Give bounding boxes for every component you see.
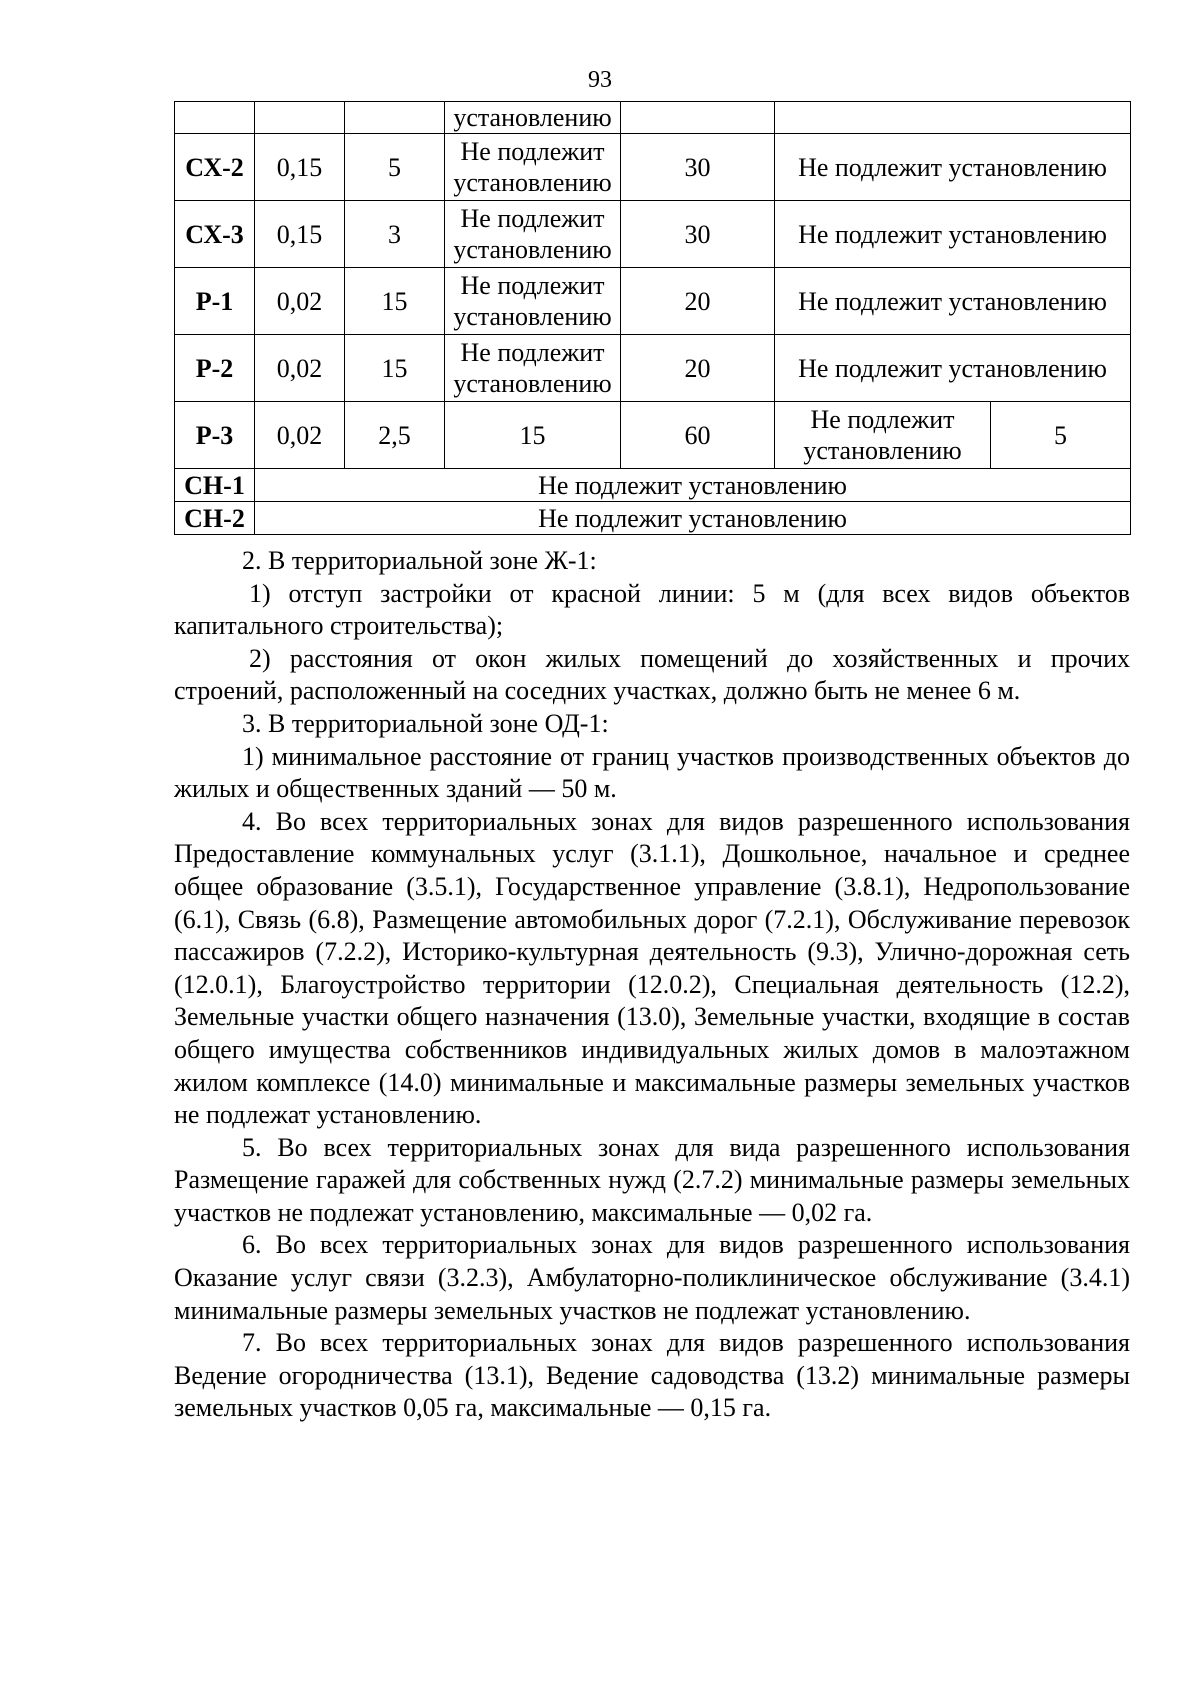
cell-line: установлению [453,168,612,197]
table-cell: 5 [345,134,445,201]
table-cell: Не подлежит установлению [775,335,1131,402]
table-row [175,201,1131,268]
paragraph: 1) минимальное расстояние от границ участков производственных объектов до жилых и общественных зданий — 50 м. [174,741,1130,804]
table-cell: 30 [621,134,775,201]
paragraph: 2. В территориальной зоне Ж-1: [242,546,597,575]
paragraph: 7. Во всех территориальных зонах для видов разрешенного использования Ведение огородничества (13.1), Ведение садоводства (13.2) минимальные размеры земельных участков 0,05 га, максимальные — 0,15 га. [174,1328,1130,1423]
paragraph: 2) расстояния от окон жилых помещений до хозяйственных и прочих строений, расположенный на соседних участках, должно быть не менее 6 м. [174,643,1130,706]
cell-line: Не подлежит [460,137,605,166]
table-cell: 5 [991,402,1131,469]
table-cell: 20 [621,335,775,402]
table-cell: 2,5 [345,402,445,469]
table-row [175,102,1131,134]
table-cell [775,402,991,469]
table-row [175,502,1131,535]
cell-line: установлению [803,436,962,465]
cell-line: установлению [453,302,612,331]
zone-code: СХ-2 [175,134,255,201]
table-cell [255,102,345,134]
table-cell [175,102,255,134]
table-cell: Не подлежит установлению [775,134,1131,201]
table-row [175,268,1131,335]
table-cell [445,268,621,335]
zone-code: Р-1 [175,268,255,335]
table-cell: 15 [345,268,445,335]
table-cell: 30 [621,201,775,268]
paragraph: 1) отступ застройки от красной линии: 5 м (для всех видов объектов капитального строительства); [174,578,1130,641]
page-number: 93 [588,67,612,93]
zone-code: Р-3 [175,402,255,469]
table-cell: 0,02 [255,402,345,469]
cell-line: Не подлежит [460,271,605,300]
table-cell [775,102,1131,134]
table-cell: Не подлежит установлению [255,469,1131,502]
zone-code: Р-2 [175,335,255,402]
table-cell: 0,15 [255,201,345,268]
paragraph: 5. Во всех территориальных зонах для вида разрешенного использования Размещение гаражей для собственных нужд (2.7.2) минимальные размеры земельных участков не подлежат установлению, максимальные — 0,02 га. [174,1132,1130,1227]
table-cell: Не подлежит установлению [775,268,1131,335]
cell-line: установлению [453,235,612,264]
zone-parameters-table [174,101,1131,535]
table-cell: 0,02 [255,335,345,402]
zone-code: СН-1 [175,469,255,502]
table-cell: 0,02 [255,268,345,335]
cell-line: установлению [453,369,612,398]
table-cell: 20 [621,268,775,335]
table-row [175,402,1131,469]
table-row [175,335,1131,402]
table-cell: 15 [445,402,621,469]
table-cell: Не подлежит установлению [775,201,1131,268]
cell-line: Не подлежит [460,338,605,367]
table-cell: 15 [345,335,445,402]
document-body [174,545,1130,1425]
paragraph: 4. Во всех территориальных зонах для видов разрешенного использования Предоставление коммунальных услуг (3.1.1), Дошкольное, начальное и среднее общее образование (3.5.1), Государственное управление (3.8.1), Недропользование (6.1), Связь (6.8), Размещение автомобильных дорог (7.2.1), Обслуживание перевозок пассажиров (7.2.2), Историко-культурная деятельность (9.3), Улично-дорожная сеть (12.0.1), Благоустройство территории (12.0.2), Специальная деятельность (12.2), Земельные участки общего назначения (13.0), Земельные участки, входящие в состав общего имущества собственников индивидуальных жилых домов в малоэтажном жилом комплексе (14.0) минимальные и максимальные размеры земельных участков не подлежат установлению. [174,806,1130,1130]
table-cell: 0,15 [255,134,345,201]
table-cell [445,134,621,201]
table-cell: 60 [621,402,775,469]
table-cell [345,102,445,134]
table-row [175,469,1131,502]
paragraph: 6. Во всех территориальных зонах для видов разрешенного использования Оказание услуг связи (3.2.3), Амбулаторно-поликлиническое обслуживание (3.4.1) минимальные размеры земельных участков не подлежат установлению. [174,1230,1130,1325]
table-cell [445,335,621,402]
zone-code: СХ-3 [175,201,255,268]
table-cell: 3 [345,201,445,268]
table-cell [621,102,775,134]
table-cell: Не подлежит установлению [255,502,1131,535]
cell-line: Не подлежит [460,204,605,233]
cell-line: Не подлежит [810,405,955,434]
zone-code: СН-2 [175,502,255,535]
paragraph: 3. В территориальной зоне ОД-1: [242,708,609,738]
table-cell: установлению [445,102,621,134]
table-cell [445,201,621,268]
table-row [175,134,1131,201]
